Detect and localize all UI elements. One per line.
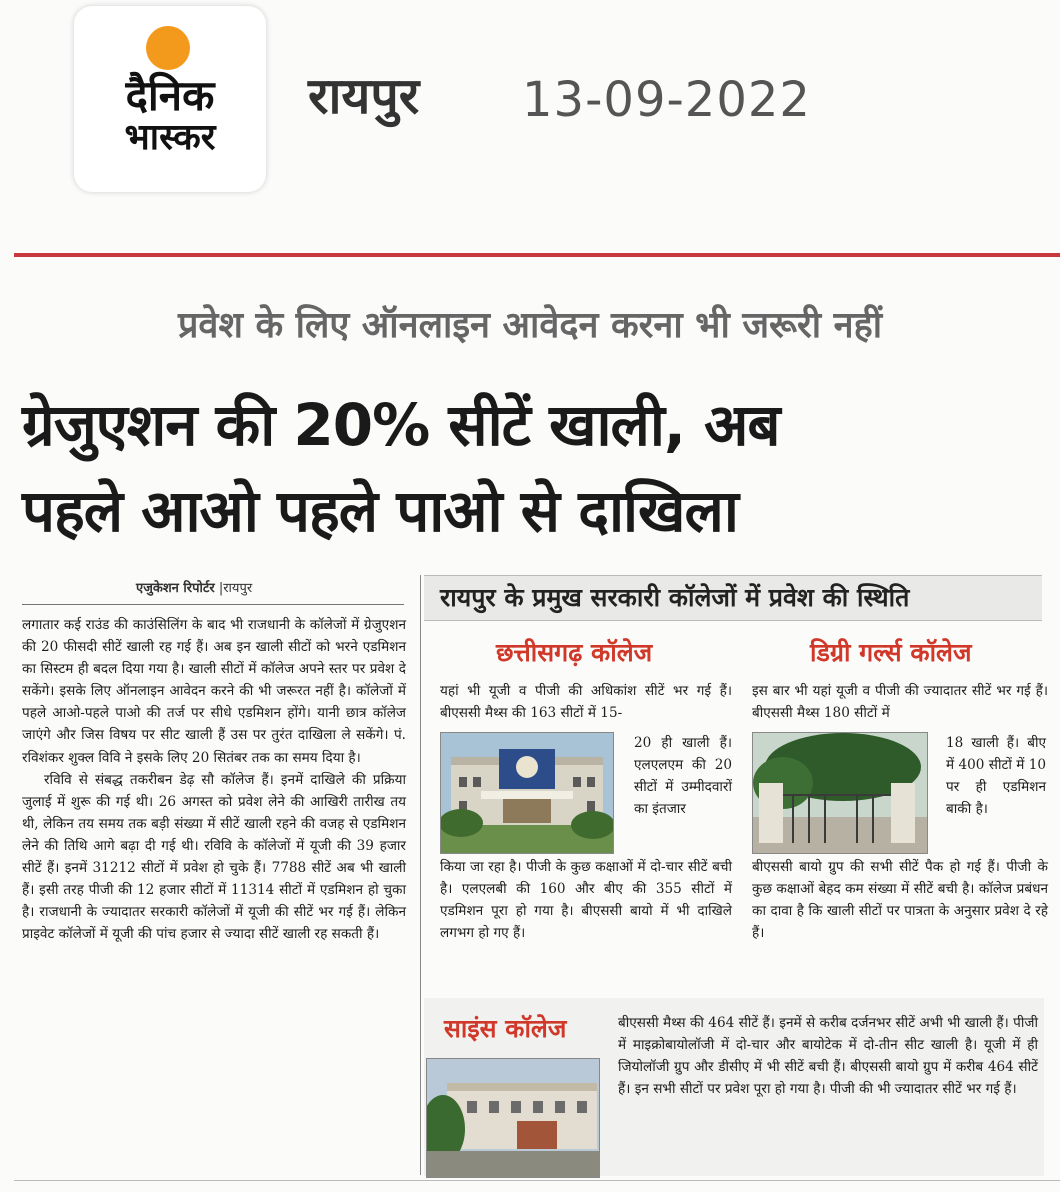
- headline-line2: पहले आओ पहले पाओ से दाखिला: [22, 477, 738, 545]
- college2-text-top: इस बार भी यहां यूजी व पीजी की ज्यादातर सीटें भर गई हैं। बीएससी मैथ्स 180 सीटों में: [752, 683, 1048, 722]
- byline-divider: [22, 604, 404, 605]
- college1-text-bottom: किया जा रहा है। पीजी के कुछ कक्षाओं में दो-चार सीटें बची है। एलएलबी की 160 और बीए की 355 सीटों में एडमिशन पूरा हो गया है। बीएससी बायो में भी दाखिले लगभग हो गए हैं।: [440, 859, 732, 942]
- college3-photo: [426, 1058, 600, 1178]
- article-paragraph: लगातार कई राउंड की काउंसिलिंग के बाद भी राजधानी के कॉलेजों में ग्रेजुएशन की 20 फीसदी सीटें खाली रह गई हैं। अब इन खाली सीटों को भरने एडमिशन का सिस्टम ही बदल दिया गया है। खाली सीटों में कॉलेज अपने स्तर पर प्रवेश दे सकेंगे। इसके लिए ऑनलाइन आवेदन करने की भी जरूरत नहीं है। कॉलेजों में पहले आओ-पहले पाओ की तर्ज पर सीधे एडमिशन होंगे। यानी छात्र कॉलेज जाएंगे और जिस विषय पर सीट खाली हैं उस पर तुरंत दाखिला ले सकेंगे। पं. रविशंकर शुक्ल विवि ने इसके लिए 20 सितंबर तक का समय दिया है।: [22, 617, 406, 766]
- byline: एजुकेशन रिपोर्टर |रायपुर: [136, 581, 253, 596]
- headline: [22, 382, 1052, 554]
- logo-line2: भास्कर: [124, 117, 216, 158]
- college2-text-bottom: बीएससी बायो ग्रुप की सभी सीटें पैक हो गई हैं। पीजी के कुछ कक्षाओं बेहद कम संख्या में सीटें बची है। कॉलेज प्रबंधन का दावा है कि खाली सीटों पर पात्रता के अनुसार प्रवेश दे रहे हैं।: [752, 859, 1048, 942]
- logo-line1: दैनिक: [125, 71, 215, 120]
- college3-text: बीएससी मैथ्स की 464 सीटें हैं। इनमें से करीब दर्जनभर सीटें अभी भी खाली हैं। पीजी में माइक्रोबायोलॉजी में दो-चार और बायोटेक में दो-तीन सीट खाली है। यूजी में ही जियोलॉजी ग्रुप और डीसीए में भी सीटें बची हैं। बीएससी बायो ग्रुप में करीब 464 सीटें हैं। इन सभी सीटों पर प्रवेश पूरा हो गया है। पीजी की भी ज्यादातर सीटें भर गई हैं।: [618, 1015, 1038, 1098]
- column-divider: [420, 575, 421, 1175]
- sidebar-title: रायपुर के प्रमुख सरकारी कॉलेजों में प्रवेश की स्थिति: [440, 583, 910, 612]
- header-divider: [14, 253, 1060, 257]
- article-paragraph: रविवि से संबद्ध तकरीबन डेढ़ सौ कॉलेज हैं। इनमें दाखिले की प्रक्रिया जुलाई में शुरू की गई थी। 26 अगस्त को प्रवेश लेने की आखिरी तारीख तय थी, लेकिन तय समय तक बड़ी संख्या में सीटें खाली रहने की वजह से एडमिशन लेने की तिथि आगे बढ़ा दी गई थी। रविवि के कॉलेजों में यूजी की 39 हजार सीटें हैं। इनमें 31212 सीटों में प्रवेश हो चुके हैं। 7788 सीटें अब भी खाली हैं। इसी तरह पीजी की 12 हजार सीटों में 11314 सीटों में एडमिशन हो चुका है। राजधानी के ज्यादातर सरकारी कॉलेजों में यूजी की सीटें भर गई हैं। लेकिन प्राइवेट कॉलेजों में यूजी की पांच हजार से ज्यादा सीटें खाली रह सकती हैं।: [22, 771, 406, 943]
- bottom-divider: [14, 1180, 1060, 1181]
- byline-city: रायपुर: [223, 581, 253, 596]
- college1-text-top: यहां भी यूजी व पीजी की अधिकांश सीटें भर गई हैं। बीएससी मैथ्स की 163 सीटों में 15-: [440, 683, 732, 722]
- article-body: [22, 614, 406, 945]
- college1-text-side: 20 ही खाली हैं। एलएलएम की 20 सीटों में उम्मीदवारों का इंतजार: [634, 735, 732, 818]
- college-name-degree-girls: डिग्री गर्ल्स कॉलेज: [810, 638, 972, 667]
- headline-line1: ग्रेजुएशन की 20% सीटें खाली, अब: [22, 391, 780, 459]
- college2-photo: [752, 732, 928, 854]
- byline-reporter: एजुकेशन रिपोर्टर: [136, 581, 215, 596]
- college1-photo: [440, 732, 614, 854]
- college-name-science: साइंस कॉलेज: [444, 1014, 567, 1043]
- subheadline: प्रवेश के लिए ऑनलाइन आवेदन करना भी जरूरी नहीं: [177, 305, 883, 346]
- edition-city: रायपुर: [308, 67, 420, 125]
- college2-text-side: 18 खाली हैं। बीए में 400 सीटों में 10 पर ही एडमिशन बाकी है।: [946, 735, 1046, 818]
- newspaper-logo: [74, 6, 266, 192]
- college-name-chhattisgarh: छत्तीसगढ़ कॉलेज: [496, 638, 653, 667]
- sun-icon: [146, 26, 190, 70]
- edition-date: 13-09-2022: [522, 72, 811, 128]
